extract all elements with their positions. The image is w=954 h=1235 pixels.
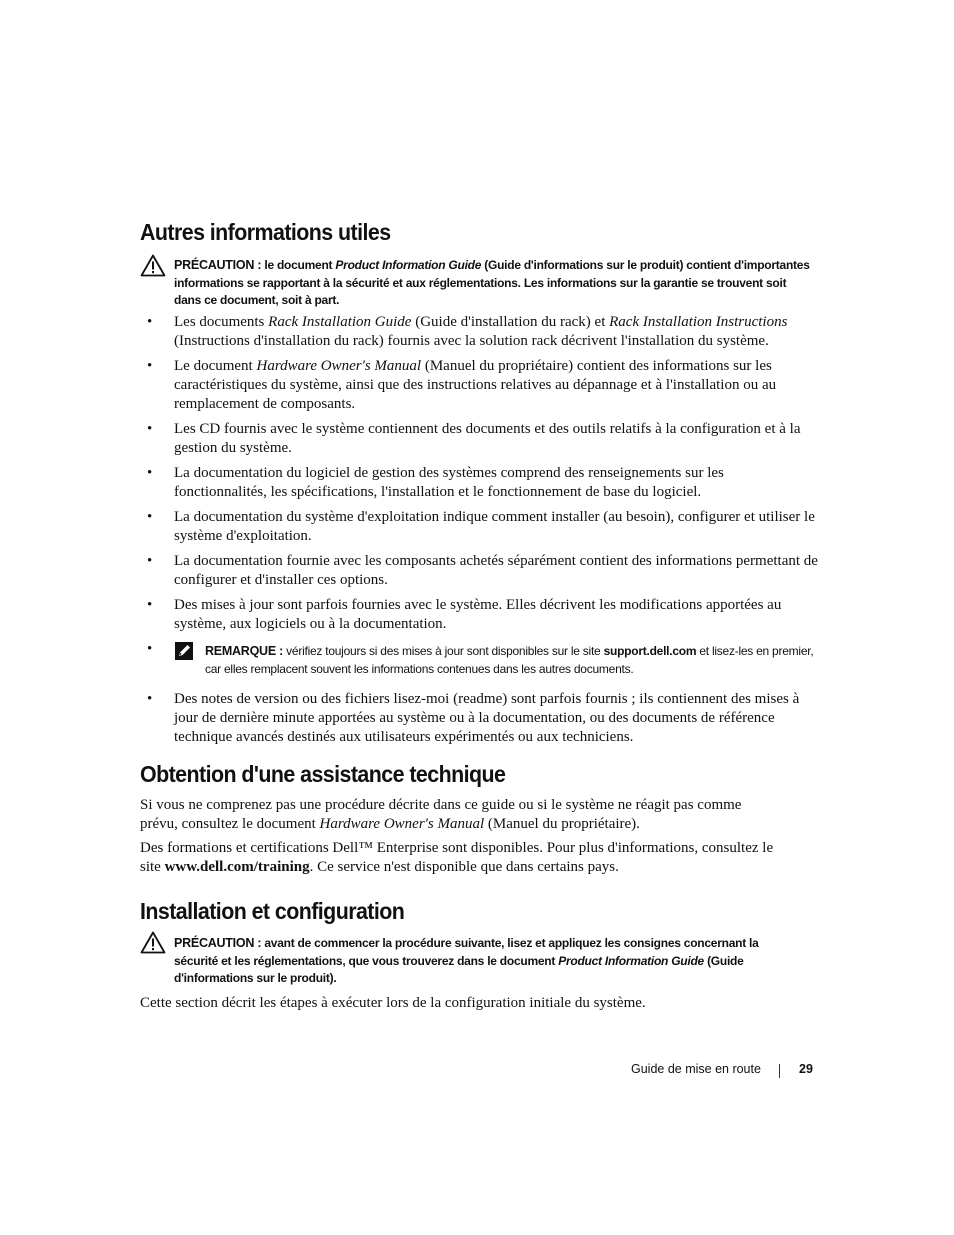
paragraph-text: (Manuel du propriétaire). bbox=[487, 816, 640, 832]
paragraph-text: Si vous ne comprenez pas une procédure décrite dans ce guide ou si le système ne réagit pas comme prévu, consultez le document bbox=[140, 797, 742, 832]
support-paragraph-1 bbox=[140, 796, 780, 834]
page-number: 29 bbox=[799, 1062, 813, 1076]
training-link[interactable]: www.dell.com/training bbox=[164, 859, 310, 875]
caution-doc-title: Product Information Guide bbox=[558, 953, 704, 968]
caution-text: (Guide d'informations sur le produit). bbox=[174, 953, 744, 985]
support-paragraph-2 bbox=[140, 839, 780, 877]
installation-paragraph: Cette section décrit les étapes à exécuter lors de la configuration initiale du système. bbox=[140, 995, 646, 1011]
remark-note bbox=[205, 643, 815, 678]
list-item: • La documentation fournie avec les composants achetés séparément contient des informations permettant de configurer et d'installer ces options. bbox=[140, 552, 820, 590]
doc-title: Hardware Owner's Manual bbox=[256, 358, 422, 374]
documentation-list bbox=[140, 313, 820, 753]
remark-text: vérifiez toujours si des mises à jour sont disponibles sur le site bbox=[286, 644, 601, 658]
caution-text: le document bbox=[264, 258, 333, 272]
caution-triangle-icon bbox=[140, 254, 166, 277]
list-item: • La documentation du logiciel de gestion des systèmes comprend des renseignements sur les fonctionnalités, les spécifications, l'installation et le fonctionnement de base du logiciel. bbox=[140, 464, 820, 502]
doc-title: Hardware Owner's Manual bbox=[319, 816, 485, 832]
caution-note-2 bbox=[174, 935, 779, 988]
doc-title: Rack Installation Guide bbox=[268, 314, 412, 330]
caution-text: avant de commencer la procédure suivante, lisez et appliquez les consignes concernant la sécurité et les réglementations, que vous trouverez dans le document bbox=[174, 936, 759, 968]
section-heading-other-info: Autres informations utiles bbox=[140, 219, 391, 245]
pencil-note-icon bbox=[174, 641, 194, 661]
list-item bbox=[140, 313, 820, 351]
caution-label: PRÉCAUTION : bbox=[174, 936, 262, 950]
caution-note-1 bbox=[174, 257, 814, 310]
list-item bbox=[140, 357, 820, 414]
list-item: • Des mises à jour sont parfois fournies avec le système. Elles décrivent les modifications apportées au système, aux logiciels ou à la documentation. bbox=[140, 596, 820, 634]
list-item-text: (Manuel du propriétaire) contient des informations sur les caractéristiques du système, ainsi que des instructions relatives au dépannage et à l'installation ou au remplacement de composants. bbox=[174, 358, 777, 412]
list-item: • Les CD fournis avec le système contiennent des documents et des outils relatifs à la configuration et à la gestion du système. bbox=[140, 420, 820, 458]
list-item-text: Les documents bbox=[174, 314, 265, 330]
remark-text: et lisez-les en premier, car elles remplacent souvent les informations contenues dans les autres documents. bbox=[205, 644, 814, 676]
section-heading-tech-support: Obtention d'une assistance technique bbox=[140, 761, 506, 787]
support-link[interactable]: support.dell.com bbox=[603, 644, 697, 658]
remark-label: REMARQUE : bbox=[205, 644, 284, 658]
paragraph-text: . Ce service n'est disponible que dans certains pays. bbox=[309, 859, 619, 875]
caution-label: PRÉCAUTION : bbox=[174, 258, 262, 272]
caution-triangle-icon bbox=[140, 931, 166, 954]
footer-divider bbox=[779, 1064, 780, 1078]
footer-guide-title: Guide de mise en route bbox=[631, 1062, 761, 1076]
paragraph-text: Des formations et certifications Dell™ Enterprise sont disponibles. Pour plus d'informations, consultez le site bbox=[140, 840, 774, 875]
doc-title: Rack Installation Instructions bbox=[609, 314, 788, 330]
list-item-text: (Instructions d'installation du rack) fournis avec la solution rack décrivent l'installation du système. bbox=[174, 333, 769, 349]
caution-doc-title: Product Information Guide bbox=[335, 258, 482, 272]
list-item-text: Le document bbox=[174, 358, 253, 374]
list-item: • La documentation du système d'exploitation indique comment installer (au besoin), configurer et utiliser le système d'exploitation. bbox=[140, 508, 820, 546]
caution-text: (Guide d'informations sur le produit) contient d'importantes informations se rapportant à la sécurité et aux réglementations. Les informations sur la garantie se trouvent soit dans ce document, soit à part. bbox=[174, 258, 810, 307]
section-heading-installation: Installation et configuration bbox=[140, 898, 405, 924]
list-item: • Des notes de version ou des fichiers lisez-moi (readme) sont parfois fournis ; ils contiennent des mises à jour de dernière minute apportées au système ou à la documentation, ou des documents de référence technique avancés destinés aux utilisateurs expérimentés ou aux techniciens. bbox=[140, 690, 820, 747]
list-item-text: (Guide d'installation du rack) et bbox=[415, 314, 606, 330]
